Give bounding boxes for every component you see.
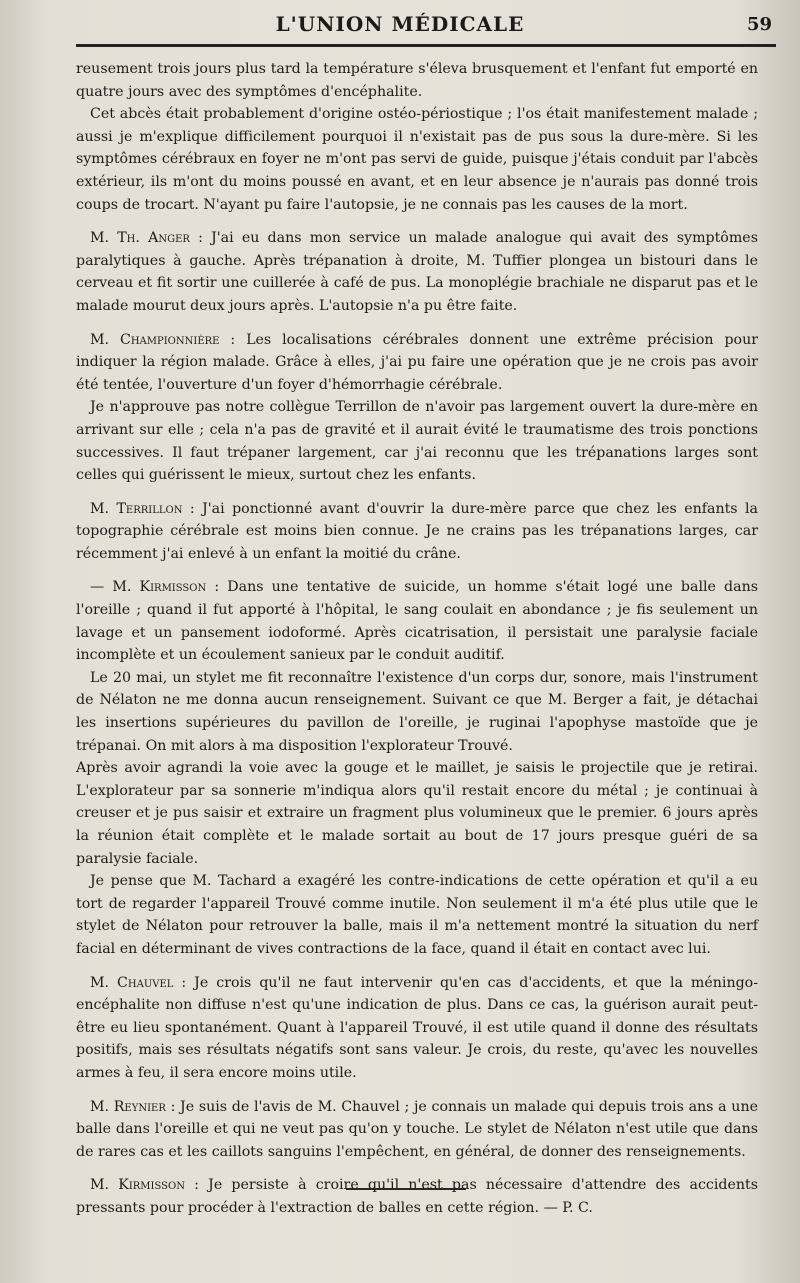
speaker-paragraph bbox=[76, 576, 758, 666]
speaker-paragraph bbox=[76, 329, 758, 397]
speaker-name: M. Reynier bbox=[90, 1098, 166, 1115]
end-rule bbox=[346, 1188, 466, 1190]
paragraph-text: Je pense que M. Tachard a exagéré les contre-indications de cette opération et qu'il a eu tort de regarder l'appareil Trouvé comme inutile. Non seulement il m'a été plus utile que le stylet de Nélaton pour retrouver la balle, mais il m'a nettement montré la situation du nerf facial en déterminant de vives contractions de la face, quand il était en contact avec lui. bbox=[76, 873, 758, 957]
speaker-paragraph bbox=[76, 227, 758, 317]
speaker-name: M. Kirmisson bbox=[112, 579, 207, 596]
paragraph bbox=[76, 58, 758, 103]
paragraph-text: : Je suis de l'avis de M. Chauvel ; je connais un malade qui depuis trois ans a une balle dans l'oreille et qui ne veut pas qu'on y touche. Le stylet de Nélaton n'est utile que dans de rares cas et les caillots sanguins l'empêchent, en général, de donner des renseignements. bbox=[76, 1098, 758, 1160]
paragraph bbox=[76, 870, 758, 960]
paragraph-text: : J'ai ponctionné avant d'ouvrir la dure-mère parce que chez les enfants la topographie cérébrale est moins bien connue. Je ne crains pas les trépanations larges, car récemment j'ai enlevé à un enfant la moitié du crâne. bbox=[76, 500, 758, 562]
page-number: 59 bbox=[746, 14, 772, 35]
paragraph-text: Après avoir agrandi la voie avec la gouge et le maillet, je saisis le projectile que je retirai. L'explorateur par sa sonnerie m'indiqua alors qu'il restait encore du métal ; je continuai à creuser et je pus saisir et extraire un fragment plus volumineux que le premier. 6 jours après la réunion était complète et le malade sortait au bout de 17 jours presque guéri de sa paralysie faciale. bbox=[76, 760, 758, 867]
speaker-name: M. Chauvel bbox=[90, 974, 174, 991]
paragraph-text: : Je crois qu'il ne faut intervenir qu'en cas d'accidents, et que la méningo-encéphalite non diffuse n'est qu'une indication de plus. Dans ce cas, la guérison aurait peut-être eu lieu spontanément. Quant à l'appareil Trouvé, il est utile quand il donne des résultats positifs, mais ses résultats négatifs sont sans valeur. Je crois, du reste, qu'avec les nouvelles armes à feu, il sera encore moins utile. bbox=[76, 974, 759, 1081]
paragraph-text: : Les localisations cérébrales donnent une extrême précision pour indiquer la région malade. Grâce à elles, j'ai pu faire une opération que je ne crois pas avoir été tentée, l'ouverture d'un foyer d'hémorrhagie cérébrale. bbox=[76, 331, 758, 393]
paragraph bbox=[76, 396, 758, 486]
paragraph-text: : Dans une tentative de suicide, un homme s'était logé une balle dans l'oreille ; quand il fut apporté à l'hôpital, le sang coulait en abondance ; je fis seulement un lavage et un pansement iodoformé. Après cicatrisation, il persistait une paralysie faciale incomplète et un écoulement sanieux par le conduit auditif. bbox=[76, 579, 759, 664]
paragraph bbox=[76, 757, 758, 870]
speaker-name: M. Terrillon bbox=[90, 500, 183, 517]
paragraph-text: : Je persiste à croire qu'il n'est pas nécessaire d'attendre des accidents pressants pour procéder à l'extraction de balles en cette région. — P. C. bbox=[76, 1177, 758, 1216]
paragraph-text: Cet abcès était probablement d'origine ostéo-périostique ; l'os était manifestement malade ; aussi je m'explique difficilement pourquoi il n'existait pas de pus sous la dure-mère. Si les symptômes cérébraux en foyer ne m'ont pas servi de guide, puisque j'étais conduit par l'abcès extérieur, ils m'ont du moins poussé en avant, et en leur absence je n'aurais pas donné trois coups de trocart. N'ayant pu faire l'autopsie, je ne connais pas les causes de la mort. bbox=[76, 106, 758, 213]
speaker-paragraph bbox=[76, 498, 758, 566]
header-rule bbox=[76, 44, 776, 47]
paragraph bbox=[76, 103, 758, 216]
running-head bbox=[0, 8, 800, 42]
paragraph-text: Le 20 mai, un stylet me fit reconnaître l'existence d'un corps dur, sonore, mais l'instrument de Nélaton ne me donna aucun renseignement. Suivant ce que M. Berger a fait, je détachai les insertions supérieures du pavillon de l'oreille, je ruginai l'apophyse mastoïde que je trépanai. On mit alors à ma disposition l'explorateur Trouvé. bbox=[76, 669, 758, 754]
paragraph-text: Je n'approuve pas notre collègue Terrillon de n'avoir pas largement ouvert la dure-mère en arrivant sur elle ; cela n'a pas de gravité et il aurait évité le traumatisme des trois ponctions successives. Il faut trépaner largement, car j'ai reconnu que les trépanations larges sont celles qui guérissent le mieux, surtout chez les enfants. bbox=[76, 399, 758, 484]
article-body bbox=[76, 58, 758, 1220]
paragraph-text: reusement trois jours plus tard la température s'éleva brusquement et l'enfant fut emporté en quatre jours avec des symptômes d'encéphalite. bbox=[76, 61, 758, 100]
dash-prefix: — bbox=[90, 579, 113, 596]
speaker-paragraph bbox=[76, 972, 758, 1085]
speaker-name: M. Kirmisson bbox=[90, 1177, 185, 1194]
speaker-name: M. Th. Anger bbox=[90, 230, 190, 247]
paragraph-text: : J'ai eu dans mon service un malade analogue qui avait des symptômes paralytiques à gauche. Après trépanation à droite, M. Tuffier plongea un bistouri dans le cerveau et fit sortir une cuillerée à café de pus. La monoplégie brachiale ne disparut pas et le malade mourut deux jours après. L'autopsie n'a pu être faite. bbox=[76, 230, 758, 314]
journal-title: L'UNION MÉDICALE bbox=[275, 12, 525, 36]
speaker-name: M. Championnière bbox=[90, 331, 220, 348]
speaker-paragraph bbox=[76, 1174, 758, 1219]
paragraph bbox=[76, 667, 758, 757]
speaker-paragraph bbox=[76, 1096, 758, 1164]
